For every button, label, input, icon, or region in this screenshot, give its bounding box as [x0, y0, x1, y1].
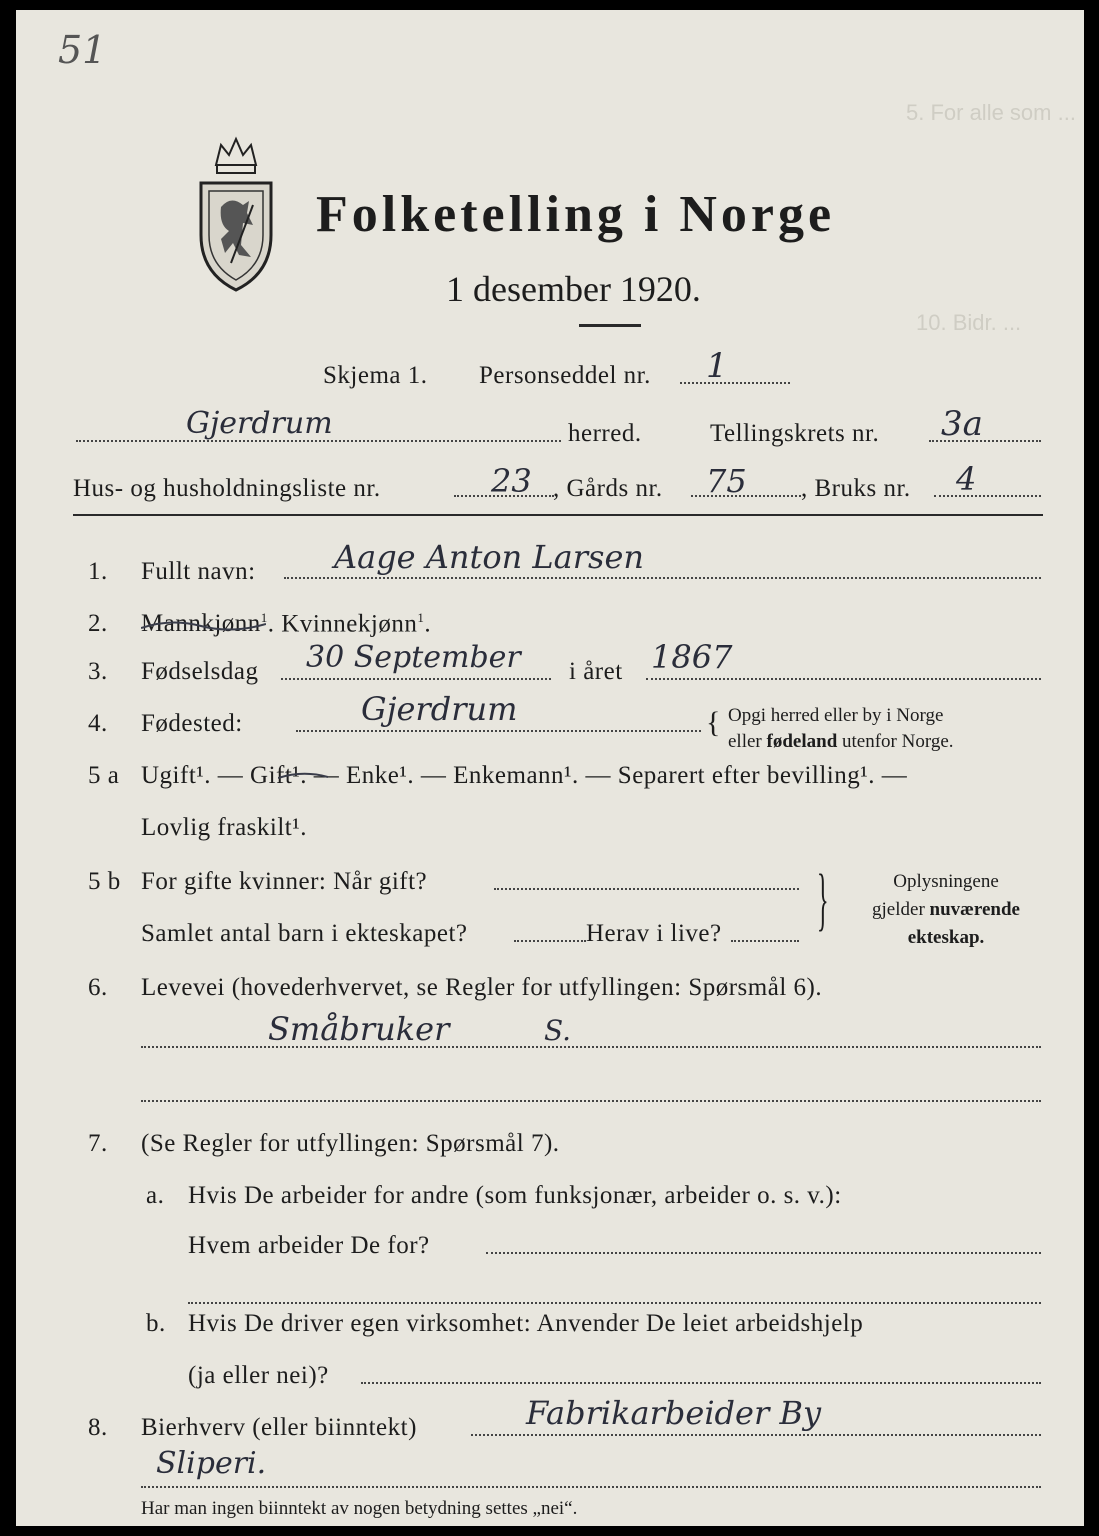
- q1-number: 1.: [88, 558, 108, 585]
- personseddel-label: Personseddel nr.: [479, 362, 651, 389]
- birthday-field[interactable]: [281, 678, 551, 680]
- marital-status-options[interactable]: Ugift¹. — Gift¹. — Enke¹. — Enkemann¹. — Separert efter bevilling¹. —: [141, 762, 908, 789]
- q2-options: Mannkjønn $^1$. Kvinnekjønn$^1$.: [141, 610, 432, 638]
- norway-coat-of-arms-icon: [191, 135, 281, 295]
- strike-mark: [141, 616, 266, 636]
- birth-year-value: 1867: [651, 638, 733, 676]
- q7a-line1: Hvis De arbeider for andre (som funksjonær, arbeider o. s. v.):: [188, 1182, 842, 1209]
- q7b-line1: Hvis De driver egen virksomhet: Anvender De leiet arbeidshjelp: [188, 1310, 864, 1337]
- employer-field[interactable]: [486, 1252, 1041, 1254]
- personseddel-value: 1: [706, 346, 728, 386]
- children-total-field[interactable]: [514, 940, 586, 942]
- census-form-page: [16, 10, 1084, 1526]
- brace-left: {: [706, 706, 721, 739]
- q8-number: 8.: [88, 1414, 108, 1441]
- q5a-number: 5 a: [88, 762, 120, 789]
- schema-label: Skjema 1.: [323, 362, 428, 389]
- side-income-value-2: Sliperi.: [156, 1446, 267, 1481]
- marital-status-divorced[interactable]: Lovlig fraskilt¹.: [141, 814, 307, 841]
- q6-label: Levevei (hovederhvervet, se Regler for utfyllingen: Spørsmål 6).: [141, 974, 823, 1001]
- tellingskrets-value: 3a: [941, 404, 983, 444]
- birthplace-note: Opgi herred eller by i Norge eller fødeland utenfor Norge.: [728, 705, 954, 752]
- strike-mark: [278, 768, 328, 786]
- occupation-suffix: S.: [544, 1014, 572, 1047]
- title-rule: [579, 324, 641, 327]
- census-date: 1 desember 1920.: [446, 269, 701, 309]
- q4-number: 4.: [88, 710, 108, 737]
- side-income-field-2[interactable]: [141, 1486, 1041, 1488]
- bruks-value: 4: [956, 460, 977, 498]
- q3-number: 3.: [88, 658, 108, 685]
- footer-note: Har man ingen biinntekt av nogen betydning settes „nei“.: [141, 1498, 578, 1519]
- full-name-field[interactable]: [284, 577, 1041, 579]
- q3-label: Fødselsdag: [141, 658, 259, 685]
- q7b-letter: b.: [146, 1310, 166, 1337]
- birthplace-value: Gjerdrum: [361, 690, 518, 728]
- employer-field-2[interactable]: [188, 1302, 1041, 1304]
- occupation-value: Småbruker: [268, 1010, 450, 1048]
- herred-value: Gjerdrum: [186, 406, 333, 441]
- birth-year-label: i året: [569, 658, 623, 685]
- bruks-field[interactable]: [934, 495, 1041, 497]
- q8-label: Bierhverv (eller biinntekt): [141, 1414, 417, 1441]
- q2-number: 2.: [88, 610, 108, 637]
- herred-label: herred.: [568, 420, 642, 447]
- q7-number: 7.: [88, 1130, 108, 1157]
- form-title: Folketelling i Norge: [316, 186, 836, 243]
- bleed-through-text: 5. For alle som ...: [906, 100, 1076, 125]
- side-income-field[interactable]: [471, 1434, 1041, 1436]
- personseddel-field[interactable]: [680, 382, 790, 384]
- bleed-through-text: 10. Bidr. ...: [916, 310, 1022, 335]
- q4-label: Fødested:: [141, 710, 243, 737]
- marriage-note: Oplysningene gjelder nuværende ekteskap.: [872, 871, 1020, 948]
- brace-right: }: [816, 861, 829, 938]
- hired-help-field[interactable]: [361, 1382, 1041, 1384]
- section-divider: [73, 514, 1043, 516]
- gards-value: 75: [706, 462, 747, 500]
- q1-label: Fullt navn:: [141, 558, 256, 585]
- full-name-value: Aage Anton Larsen: [334, 538, 644, 576]
- birthday-value: 30 September: [306, 640, 521, 675]
- children-alive-field[interactable]: [731, 940, 799, 942]
- birthplace-field[interactable]: [296, 730, 701, 732]
- gards-label: , Gårds nr.: [553, 475, 663, 502]
- q6-number: 6.: [88, 974, 108, 1001]
- tellingskrets-label: Tellingskrets nr.: [710, 420, 880, 447]
- children-alive-label: Herav i live?: [586, 920, 722, 947]
- male-option[interactable]: Mannkjønn: [141, 610, 261, 637]
- hired-help-label: (ja eller nei)?: [188, 1362, 329, 1389]
- bruks-label: , Bruks nr.: [801, 475, 911, 502]
- hus-label: Hus- og husholdningsliste nr.: [73, 475, 381, 502]
- hus-value: 23: [491, 462, 532, 500]
- birth-year-field[interactable]: [646, 678, 1041, 680]
- q5b-number: 5 b: [88, 868, 121, 895]
- occupation-field-2[interactable]: [141, 1100, 1041, 1102]
- corner-note: 51: [58, 28, 107, 72]
- side-income-value: Fabrikarbeider By: [526, 1394, 822, 1432]
- q7a-letter: a.: [146, 1182, 165, 1209]
- employer-label: Hvem arbeider De for?: [188, 1232, 430, 1259]
- married-when-field[interactable]: [494, 888, 799, 890]
- q7-label: (Se Regler for utfyllingen: Spørsmål 7).: [141, 1130, 560, 1157]
- female-option[interactable]: Kvinnekjønn: [281, 610, 418, 638]
- married-when-label: For gifte kvinner: Når gift?: [141, 868, 428, 895]
- children-total-label: Samlet antal barn i ekteskapet?: [141, 920, 468, 947]
